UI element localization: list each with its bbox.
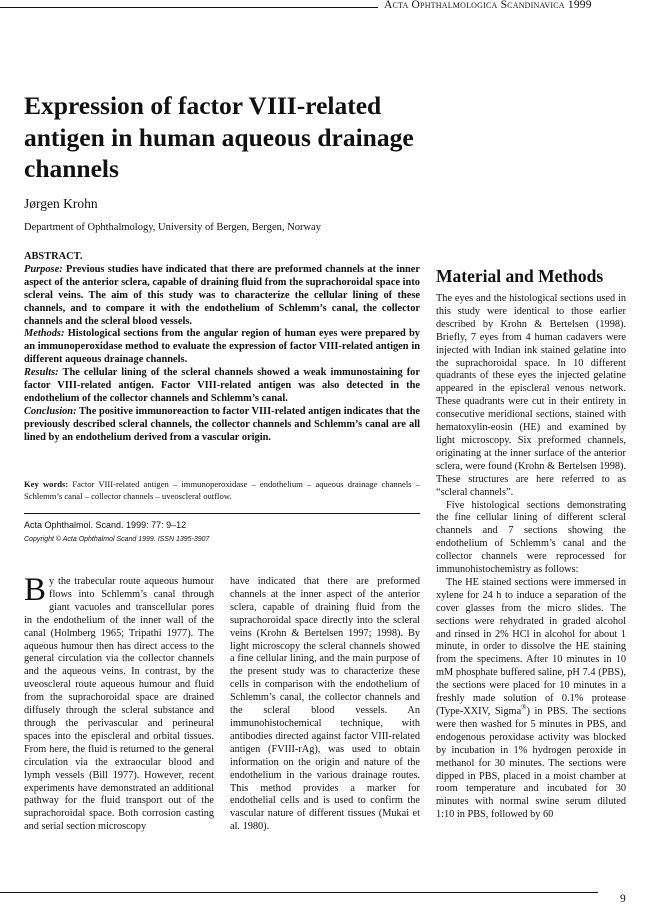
methods-paragraph-3-part-b: ) in PBS. The sections were then washed for 5 minutes in PBS, and endogenous peroxidase activity was blocked by incubation in 1% hydrogen peroxide in methanol for 30 minutes. The sections were dipped in PBS, placed in a moist chamber at room temperature and incubated for 30 minutes with normal swine serum diluted 1:10 in PBS, followed by 60 xyxy=(436,706,626,821)
abstract-purpose xyxy=(24,264,420,329)
abstract-heading: ABSTRACT. xyxy=(24,251,83,262)
abstract-conclusion-text: The positive immunoreaction to factor VIII-related antigen indicates that the previously described scleral channels, the collector channels and Schlemm’s canal are all lined by an endothelium derived from a vascular origin. xyxy=(24,405,420,443)
abstract-conclusion-label: Conclusion: xyxy=(24,405,77,417)
abstract-results-label: Results: xyxy=(24,367,59,379)
author-name: Jørgen Krohn xyxy=(24,196,98,211)
citation: Acta Ophthalmol. Scand. 1999: 77: 9–12 xyxy=(24,520,187,530)
intro-text-col2: have indicated that there are preformed channels at the inner aspect of the anterior sclera, capable of draining fluid from the suprachoroidal space directly into the scleral veins (Krohn & Bertelsen 1997; 1998). By light microscopy the scleral channels showed a fine cellular lining, and the main purpose of the present study was to characterize these cells in comparison with the endothelium of Schlemm’s canal, the collector channels and the scleral blood vessels. An immunohistochemical technique, with antibodies directed against factor VIII-related antigen (FVIII-rAg), was used to obtain information on the origin and nature of the endothelium in the various drainage routes. This method provides a marker for endothelial cells and is used to confirm the vascular nature of different tissues (Mukai et al. 1980). xyxy=(230,576,420,833)
article-title: Expression of factor VIII-related antigen in human aqueous drainage channels xyxy=(24,91,414,183)
keywords-text: Factor VIII-related antigen – immunoperoxidase – endothelium – aqueous drainage channels – Schlemm’s canal – collector channels – uveoscleral outflow. xyxy=(24,479,420,501)
journal-name: Acta Ophthalmologica Scandinavica 1999 xyxy=(384,0,592,11)
abstract-results-text: The cellular lining of the scleral channels showed a weak immunostaining for factor VIII-related antigen. Factor VIII-related antigen was also detected in the endothelium of the collector channels and Schlemm’s canal. xyxy=(24,367,420,404)
abstract-methods xyxy=(24,328,420,367)
abstract-results xyxy=(24,367,420,406)
abstract-methods-label: Methods: xyxy=(24,328,65,340)
header-rule xyxy=(0,7,378,8)
abstract-purpose-text: Previous studies have indicated that there are preformed channels at the inner aspect of the anterior sclera, capable of draining fluid from the suprachoroidal space into scleral veins. The aim of this study was to characterize the cellular lining of these channels, and to compare it with the endothelium of Schlemm’s canal, the collector channels and the scleral blood vessels. xyxy=(24,263,420,327)
keywords-label: Key words: xyxy=(24,479,69,489)
abstract-purpose-label: Purpose: xyxy=(24,263,63,275)
body-column-2 xyxy=(230,576,420,834)
keywords xyxy=(24,478,420,502)
drop-cap: B xyxy=(24,572,47,608)
separator-rule xyxy=(24,513,420,514)
methods-paragraph-1: The eyes and the histological sections used in this study were identical to those earlier described by Krohn & Bertelsen (1998). Briefly, 7 eyes from 4 human cadavers were injected with Indian ink stained gelatine into the suprachoroidal space. In 10 different quadrants of these eyes the injected gelatine appeared in the episcleral venous network. These quadrants were cut in their entirety in consecutive meridional sections, stained with hematoxylin-eosin (HE) and examined by light microscopy. Six preformed channels, originating at the inner surface of the anterior sclera, were found (Krohn & Bertelsen 1998). These structures are here referred to as “scleral channels”. xyxy=(436,293,626,498)
body-column-3 xyxy=(436,293,626,822)
copyright-notice: Copyright © Acta Ophthalmol Scand 1999. ISSN 1395-3907 xyxy=(24,536,210,543)
footer-rule xyxy=(0,892,598,893)
page-number: 9 xyxy=(620,893,626,905)
registered-mark: ® xyxy=(521,703,527,712)
running-head xyxy=(0,0,650,16)
intro-paragraph xyxy=(24,572,214,834)
intro-text-col1: y the trabecular route aqueous humour flows into Schlemm’s canal through giant vacuoles and transcellular pores in the endothelium of the inner wall of the canal (Holmberg 1965; Tripathi 1977). The aqueous humour then has direct access to the general circulation via the collector channels and the aqueous veins. In contrast, by the uveoscleral route aqueous humour and fluid from the suprachoroidal space are drained diffusely through the scleral substance and through the perivascular and perineural spaces into the episcleral and orbital tissues. From here, the fluid is returned to the general circulation via the extraocular blood and lymph vessels (Bill 1977). However, recent experiments have demonstrated an additional pathway for the fluid transport out of the suprachoroidal space. Both corrosion casting and serial section microscopy xyxy=(24,576,214,833)
methods-paragraph-3 xyxy=(436,577,626,822)
section-heading-methods: Material and Methods xyxy=(436,266,604,286)
methods-paragraph-3-part-a: The HE stained sections were immersed in xylene for 24 h to induce a separation of the cover glasses from the micro slides. The sections were rehydrated in graded alcohol and rinsed in 2% HCl in alcohol for about 1 minute, in order to dissolve the HE staining from the specimens. After 10 minutes in 10 mM phosphate buffered saline, pH 7.4 (PBS), the sections were placed for 10 minutes in a freshly made solution of 0.1% protease (Type-XXIV, Sigma xyxy=(436,576,626,717)
methods-paragraph-2: Five histological sections demonstrating the fine cellular lining of different scleral channels and 7 sections showing the endothelium of Schlemm’s canal and the collector channels were reprocessed for immunohistochemistry as follows: xyxy=(436,499,626,576)
body-column-1 xyxy=(24,572,214,834)
author-affiliation: Department of Ophthalmology, University of Bergen, Bergen, Norway xyxy=(24,222,321,233)
abstract-methods-text: Histological sections from the angular region of human eyes were prepared by an immunoperoxidase method to evaluate the expression of factor VIII-related antigen in different aqueous drainage channels. xyxy=(24,328,420,366)
abstract xyxy=(24,251,420,445)
abstract-conclusion xyxy=(24,406,420,445)
